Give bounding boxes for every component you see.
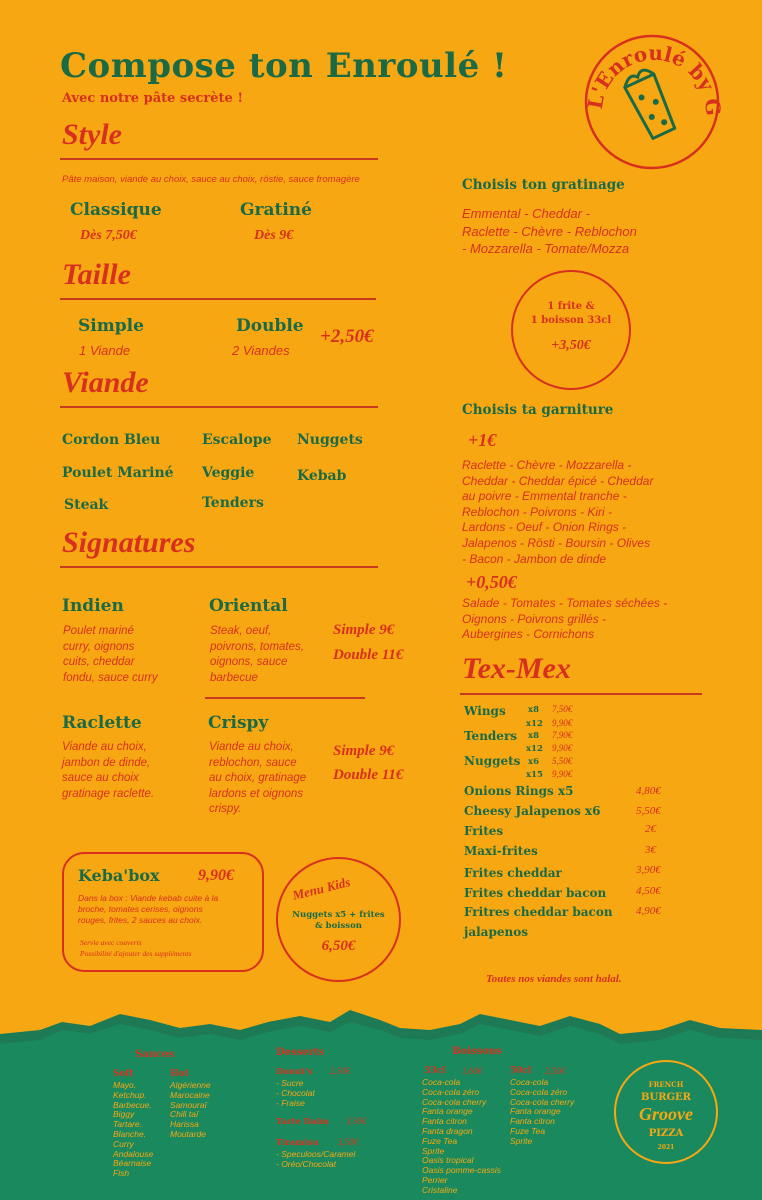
style-divider [60, 158, 378, 160]
dessert-donuts: Donut's [276, 1067, 313, 1077]
signature-price-simple-2: Simple 9€ [333, 743, 395, 759]
taille-option-double-sub: 2 Viandes [232, 343, 290, 358]
texmex-wings: Wings [464, 704, 506, 718]
dessert-tiramisu-price: 3,50€ [338, 1137, 359, 1147]
boissons-50cl-price: 2,50€ [545, 1066, 566, 1076]
kebabox-price: 9,90€ [198, 867, 234, 884]
texmex-wings-qty-1: x8 [528, 705, 539, 715]
groove-logo-name: Groove [639, 1104, 693, 1124]
signature-price-double-2: Double 11€ [333, 767, 404, 783]
halal-note: Toutes nos viandes sont halal. [486, 973, 622, 985]
viande-item: Kebab [297, 468, 347, 484]
viande-item: Nuggets [297, 432, 363, 448]
boissons-33cl-price: 1,60€ [462, 1066, 483, 1076]
texmex-nuggets-price-2: 9,90€ [552, 769, 573, 779]
logo-arc-text: L'Enroulé by G [582, 40, 725, 117]
dessert-tarte-daim-price: 3,50€ [346, 1116, 367, 1126]
texmex-tenders-qty-2: x12 [526, 744, 543, 754]
page-subtitle: Avec notre pâte secrète ! [62, 91, 244, 106]
taille-extra-price: +2,50€ [320, 326, 374, 347]
texmex-nuggets-price-1: 5,50€ [552, 756, 573, 766]
viande-item: Escalope [202, 432, 272, 448]
texmex-item: Fritres cheddar bacon [464, 905, 613, 919]
sauces-hot-list: Algérienne Marocaine Samouraï Chili taï Harissa Moutarde [170, 1080, 211, 1139]
signature-indien-desc: Poulet mariné curry, oignons cuits, cheddar fondu, sauce curry [63, 625, 158, 684]
taille-divider [60, 298, 376, 300]
texmex-item-price: 4,90€ [636, 905, 661, 917]
signature-raclette: Raclette [62, 713, 142, 733]
texmex-item: Frites cheddar bacon [464, 886, 607, 900]
signature-raclette-desc: Viande au choix, jambon de dinde, sauce au choix gratinage raclette. [62, 741, 155, 800]
style-option-classique-price: Dès 7,50€ [80, 228, 137, 243]
texmex-heading: Tex-Mex [462, 652, 571, 685]
signatures-heading: Signatures [62, 526, 196, 559]
boissons-50cl-label: 50cl [510, 1066, 532, 1076]
signatures-mid-divider [205, 697, 365, 699]
texmex-item-continued: jalapenos [464, 925, 528, 939]
dessert-tiramisu: Tiramisu [276, 1138, 319, 1148]
texmex-item: Frites cheddar [464, 866, 562, 880]
menu-kids-price: 6,50€ [321, 938, 356, 954]
groove-logo-year: 2021 [657, 1144, 675, 1151]
kebabox-desc: Dans la box : Viande kebab cuite à la broche, tomates cerises, oignons rouges, frites, 2 sauces au choix. [78, 893, 219, 925]
garniture-heading: Choisis ta garniture [462, 402, 614, 418]
menu-addon-text: 1 frite & 1 boisson 33cl [530, 301, 612, 326]
sauces-hot-label: Hot [170, 1069, 189, 1079]
sauces-heading: Sauces [135, 1049, 175, 1060]
brand-logo [580, 30, 725, 175]
texmex-nuggets-qty-2: x15 [526, 770, 543, 780]
sauces-soft-list: Mayo. Ketchup. Barbecue. Biggy Tartare. Blanche. Curry Andalouse Béarnaise Fish [113, 1080, 154, 1179]
groove-logo-burger: BURGER [641, 1092, 691, 1103]
viande-divider [60, 406, 378, 408]
texmex-item-price: 5,50€ [636, 805, 661, 817]
dessert-tiramisu-list: - Speculoos/Caramel - Oréo/Chocolat [276, 1149, 356, 1169]
sauces-soft-label: Soft [113, 1069, 134, 1079]
texmex-item-price: 4,80€ [636, 785, 661, 797]
texmex-item: Onions Rings x5 [464, 784, 574, 798]
texmex-item-price: 4,50€ [636, 885, 661, 897]
style-option-classique: Classique [70, 200, 162, 220]
signature-indien: Indien [62, 596, 124, 616]
signature-oriental-desc: Steak, oeuf, poivrons, tomates, oignons, sauce barbecue [210, 625, 304, 684]
dessert-donuts-list: - Sucre - Chocolat - Fraise [276, 1078, 315, 1108]
texmex-tenders-qty-1: x8 [528, 731, 539, 741]
kebabox-note: Servie avec couverts Possibilité d'ajouter des suppléments [80, 938, 192, 958]
signature-crispy: Crispy [208, 713, 269, 733]
groove-logo [614, 1060, 718, 1164]
texmex-wings-price-2: 9,90€ [552, 718, 573, 728]
signature-price-simple: Simple 9€ [333, 622, 395, 638]
signature-crispy-desc: Viande au choix, reblochon, sauce au choix, gratinage lardons et oignons crispy. [209, 741, 307, 815]
viande-item: Poulet Mariné [62, 465, 174, 481]
boissons-50cl-list: Coca-cola Coca-cola zéro Coca-cola cherry Fanta orange Fanta citron Fuze Tea Sprite [510, 1077, 575, 1146]
taille-option-double: Double [236, 316, 304, 336]
style-option-gratine: Gratiné [240, 200, 312, 220]
dessert-donuts-price: 2,50€ [330, 1066, 351, 1076]
texmex-item-price: 2€ [645, 823, 656, 835]
page-title: Compose ton Enroulé ! [60, 46, 508, 86]
menu-kids-title: Menu Kids [290, 874, 352, 903]
boissons-heading: Boissons [452, 1046, 502, 1057]
kebabox-name: Keba'box [78, 866, 160, 885]
footer-band [0, 1000, 762, 1200]
texmex-item: Maxi-frites [464, 844, 538, 858]
menu-addon-circle [511, 270, 631, 390]
viande-item: Veggie [202, 465, 255, 481]
texmex-item: Frites [464, 824, 504, 838]
gratinage-list: Emmental - Cheddar - Raclette - Chèvre - Reblochon - Mozzarella - Tomate/Mozza [462, 206, 637, 256]
texmex-tenders-price-2: 9,90€ [552, 743, 573, 753]
groove-logo-pizza: PIZZA [648, 1128, 684, 1139]
texmex-wings-price-1: 7,50€ [552, 704, 573, 714]
garniture-list-1: Raclette - Chèvre - Mozzarella - Cheddar - Cheddar épicé - Cheddar au poivre - Emmental tranche - Reblochon - Poivrons - Kiri - Lardons - Oeuf - Onion Rings - Jalapenos - Rösti - Boursin - Olives - Bacon - Jambon de dinde [462, 458, 654, 566]
desserts-heading: Desserts [276, 1047, 325, 1058]
style-option-gratine-price: Dès 9€ [254, 228, 294, 243]
menu-kids-desc: Nuggets x5 + frites & boisson [292, 910, 385, 931]
style-description: Pâte maison, viande au choix, sauce au choix, röstie, sauce fromagère [62, 174, 360, 185]
texmex-tenders-price-1: 7,90€ [552, 730, 573, 740]
garniture-price-1: +1€ [468, 430, 497, 450]
taille-option-simple: Simple [78, 316, 144, 336]
texmex-item-price: 3€ [645, 844, 656, 856]
texmex-nuggets: Nuggets [464, 754, 521, 768]
texmex-wings-qty-2: x12 [526, 719, 543, 729]
signature-price-double: Double 11€ [333, 647, 404, 663]
viande-heading: Viande [62, 366, 149, 399]
groove-logo-french: FRENCH [648, 1080, 684, 1089]
viande-item: Tenders [202, 495, 264, 511]
gratinage-heading: Choisis ton gratinage [462, 177, 625, 193]
garniture-list-2: Salade - Tomates - Tomates séchées - Oignons - Poivrons grillés - Aubergines - Cornichons [462, 596, 668, 642]
garniture-price-2: +0,50€ [466, 572, 517, 592]
taille-option-simple-sub: 1 Viande [79, 343, 131, 358]
boissons-33cl-list: Coca-cola Coca-cola zéro Coca-cola cherry Fanta orange Fanta citron Fanta dragon Fuze Tea Sprite Oasis tropical Oasis pomme-cassis Perrier Cristaline [422, 1077, 501, 1195]
signatures-divider [60, 566, 378, 568]
texmex-item: Cheesy Jalapenos x6 [464, 804, 601, 818]
texmex-nuggets-qty-1: x6 [528, 757, 539, 767]
texmex-item-price: 3,90€ [636, 864, 661, 876]
viande-item: Steak [64, 497, 109, 513]
signature-oriental: Oriental [209, 596, 288, 616]
viande-item: Cordon Bleu [62, 432, 161, 448]
wrap-icon [621, 67, 678, 140]
texmex-tenders: Tenders [464, 729, 518, 743]
style-heading: Style [62, 118, 122, 151]
texmex-divider [460, 693, 702, 695]
dessert-tarte-daim: Tarte Daim [276, 1117, 329, 1127]
taille-heading: Taille [62, 258, 131, 291]
boissons-33cl-label: 33cl [424, 1066, 446, 1076]
menu-addon-price: +3,50€ [551, 338, 591, 353]
